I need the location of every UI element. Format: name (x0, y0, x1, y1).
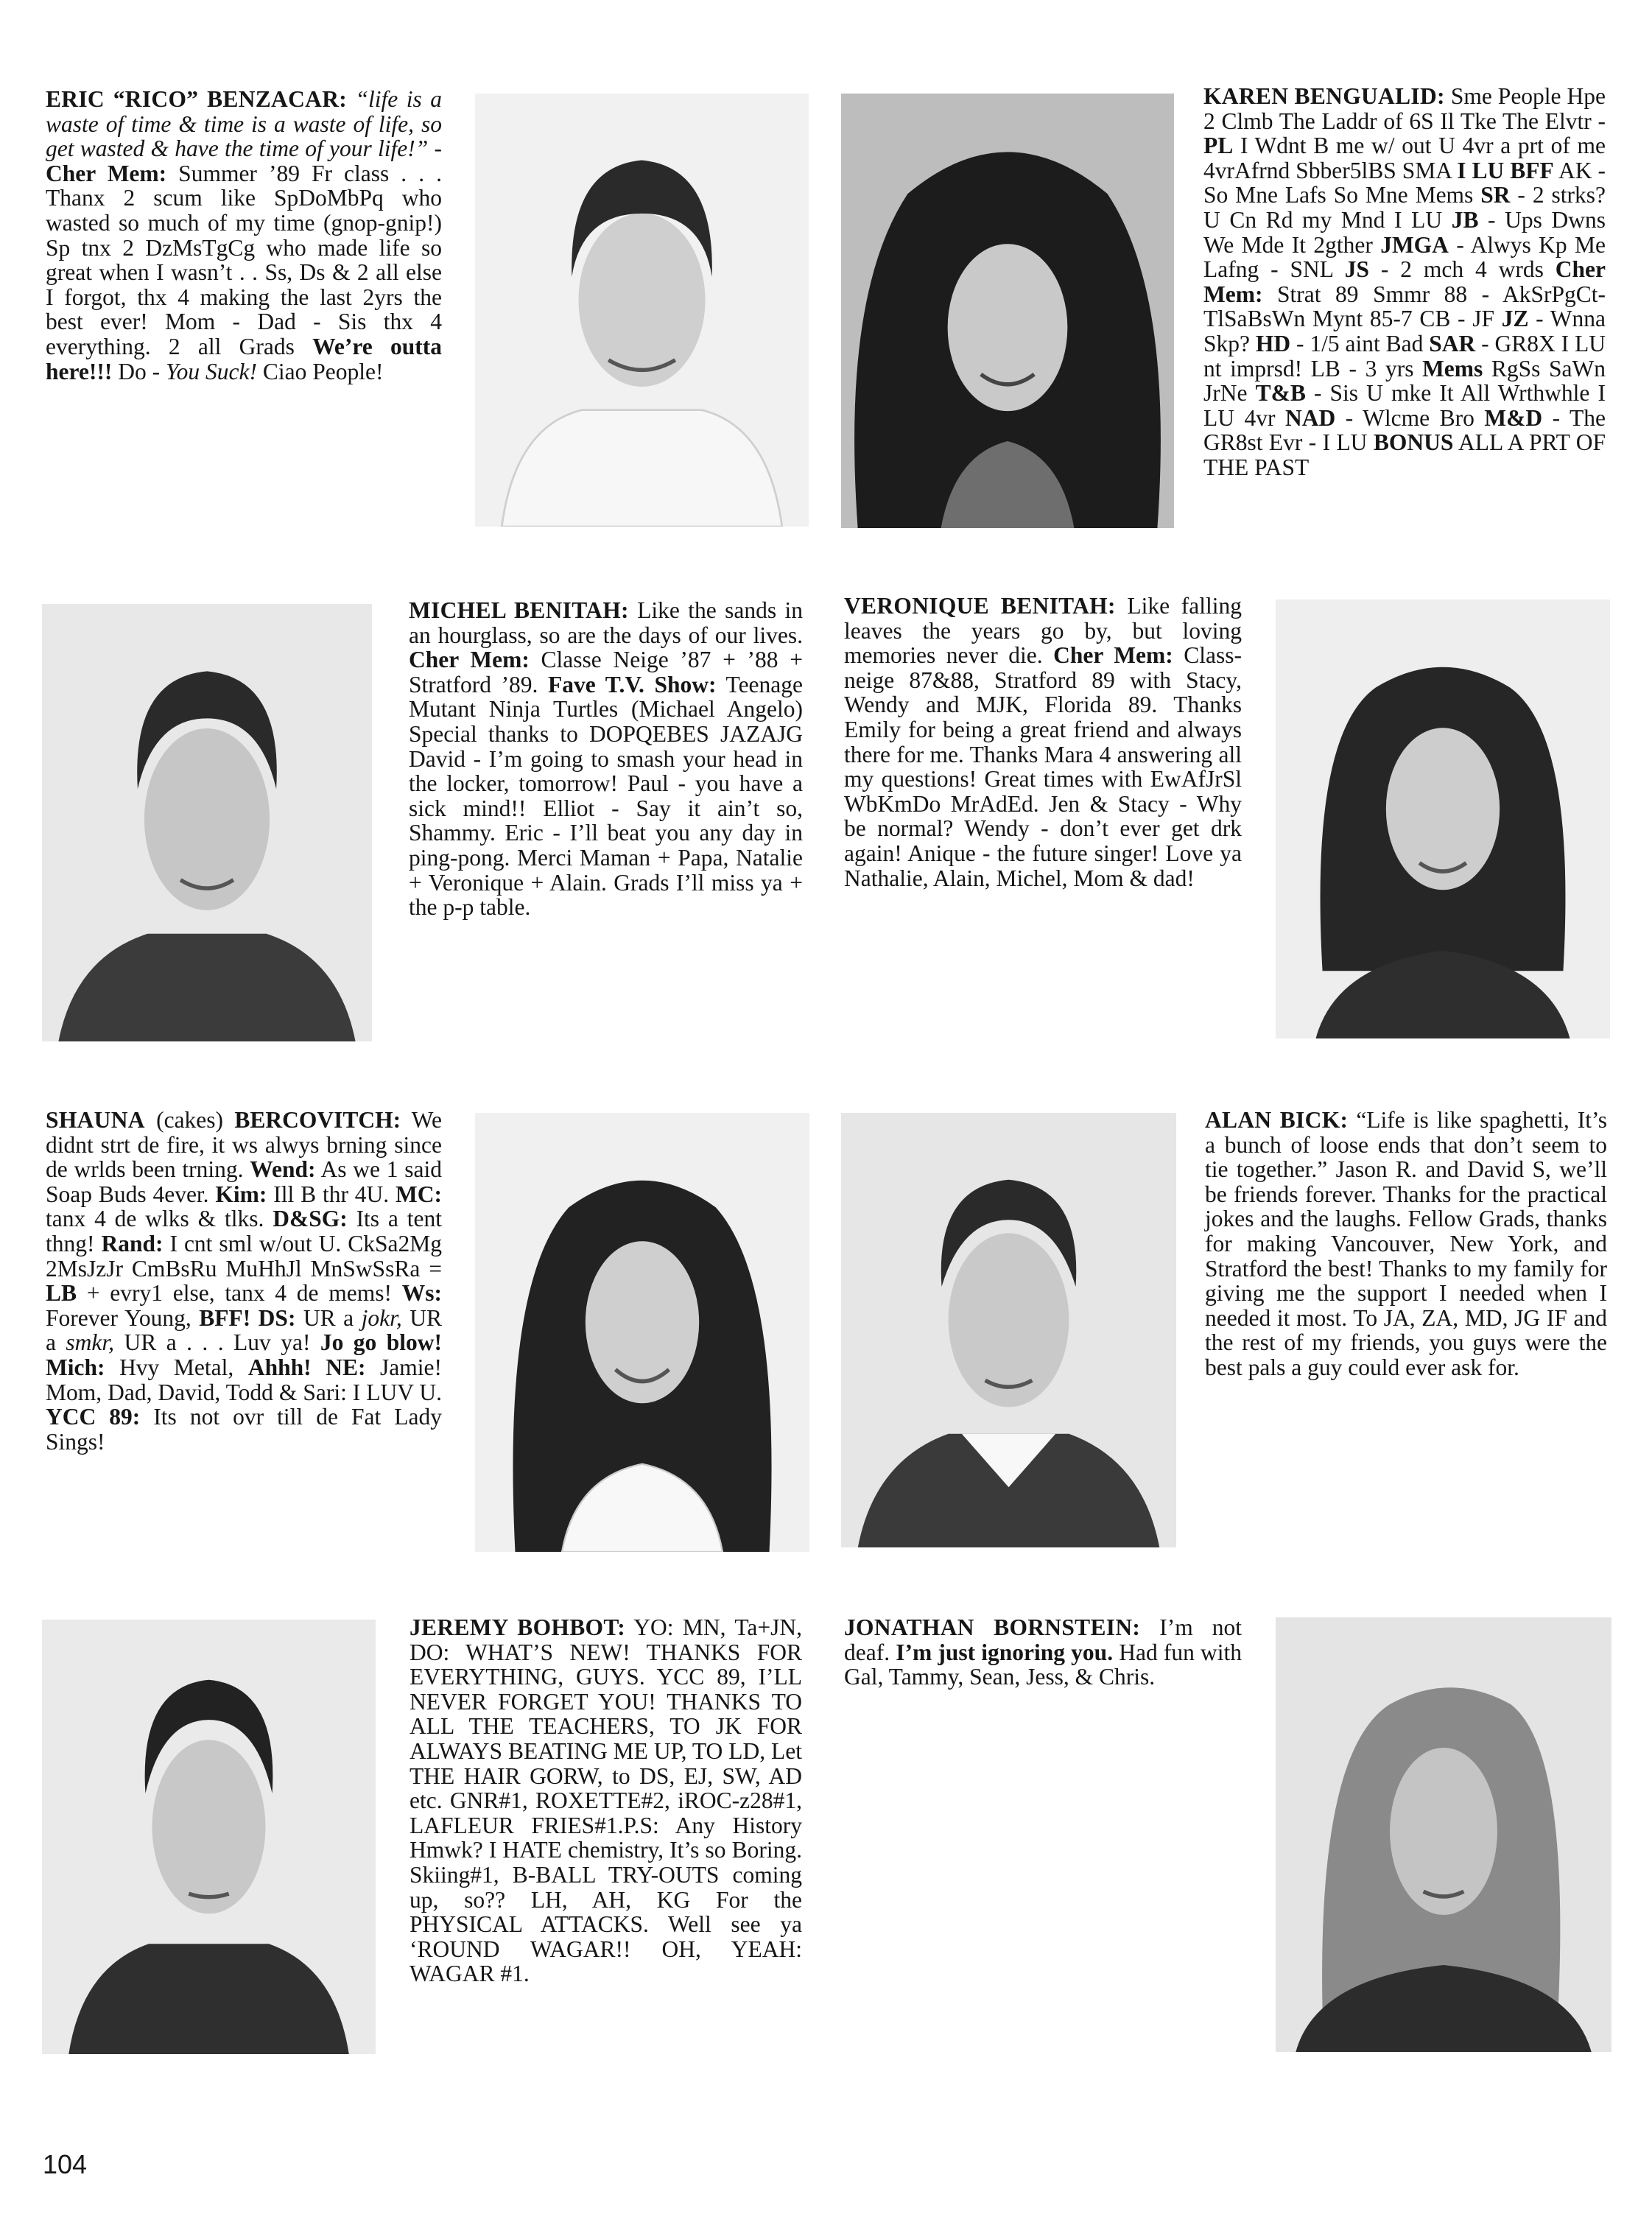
entry-text-segment: HD (1255, 330, 1291, 356)
entry-text-segment: Ahhh! NE: (247, 1354, 366, 1380)
entry-text-segment: Class-neige 87&88, Stratford 89 with Stacy, Wendy and MJK, Florida 89. Thanks Emily for being a great friend and always there for me. Thanks Mara 4 answering all my questions! Great times with EwAfJrSl WbKmDo MrAdEd. Jen & Stacy - Why be normal? Wendy - don’t ever get drk again! Anique - the future singer! Love ya Nathalie, Alain, Michel, Mom & dad! (844, 642, 1242, 891)
entry-text-segment: UR a (46, 1304, 442, 1356)
entry-text-segment: JB (1451, 206, 1479, 233)
student-name: ALAN BICK: (1205, 1107, 1349, 1133)
entry-text-segment: smkr, (66, 1329, 115, 1356)
student-name: SHAUNA (46, 1107, 145, 1133)
photo-karen-bengualid (841, 94, 1174, 528)
entry-text-segment: Summer ’89 Fr class . . . Thanx 2 scum like SpDoMbPq who wasted so much of my time (gnop-gnip!) Sp tnx 2 DzMsTgCg who made life so great when I wasn’t . . Ss, Ds & 2 all else I forgot, thx 4 making the last 2yrs the best ever! Mom - Dad - Sis thx 4 everything. 2 all Grads (46, 160, 442, 359)
entry-text-segment: Cher Mem: (46, 160, 167, 186)
student-entry-alan-bick (1205, 1108, 1607, 1380)
entry-text-segment: I’m not deaf. (844, 1614, 1242, 1665)
entry-text-segment: LB (46, 1280, 77, 1307)
entry-text-segment: + evry1 else, tanx 4 de mems! (77, 1280, 402, 1307)
student-entry-eric-benzacar (46, 87, 442, 384)
photo-jonathan-bornstein (1276, 1617, 1611, 2052)
student-entry-jonathan-bornstein (844, 1615, 1242, 1690)
entry-text-segment: Like falling leaves the years go by, but loving memories never die. (844, 593, 1242, 669)
entry-text-segment: Hvy Metal, (105, 1354, 248, 1380)
entry-text-segment: BONUS (1373, 429, 1454, 456)
entry-text-segment: YO: MN, Ta+JN, DO: WHAT’S NEW! THANKS FOR EVERYTHING, GUYS. YCC 89, I’LL NEVER FORGET YOU! THANKS TO ALL THE TEACHERS, TO JK FOR ALWAYS BEATING ME UP, TO LD, Let THE HAIR GORW, to DS, EJ, SW, AD etc. GNR#1, ROXETTE#2, iROC-z28#1, LAFLEUR FRIES#1.P.S: Any History Hmwk? I HATE chemistry, It’s so Boring. Skiing#1, B-BALL TRY-OUTS coming up, so?? LH, AH, KG For the PHYSICAL ATTACKS. Well see ya ‘ROUND WAGAR!! OH, YEAH: WAGAR #1. (410, 1614, 803, 1987)
entry-text-segment: Do - (112, 358, 166, 384)
entry-text-segment: Classe Neige ’87 + ’88 + Stratford ’89. (409, 647, 803, 697)
student-name: JONATHAN BORNSTEIN: (844, 1614, 1141, 1640)
entry-text-segment: Jo go blow! (320, 1329, 443, 1356)
entry-text-segment: BERCOVITCH: (234, 1107, 401, 1133)
entry-text-segment: SAR (1429, 330, 1476, 356)
entry-text-segment: Strat 89 Smmr 88 - AkSrPgCt-TlSaBsWn Mynt 85-7 CB - JF (1203, 281, 1606, 332)
student-name: KAREN BENGUALID: (1203, 83, 1445, 109)
photo-jeremy-bohbot (42, 1620, 376, 2054)
entry-text-segment: NAD (1284, 404, 1336, 431)
entry-text-segment: I cnt sml w/out U. CkSa2Mg 2MsJzJr CmBsRu MuHhJl MnSwSsRa = (46, 1230, 442, 1282)
entry-text-segment: “Life is like spaghetti, It’s a bunch of loose ends that don’t seem to tie together.” Jason R. and David S, we’ll be friends forever. Thanks for the practical jokes and the laughs. Fellow Grads, thanks for making Vancouver, New York, and Stratford the best! Thanks to my family for giving me the support I needed when I needed it most. To JA, ZA, MD, JG IF and the rest of my friends, you guys were the best pals a guy could ever ask for. (1205, 1107, 1607, 1380)
entry-text-segment: - GR8X I LU nt imprsd! LB - 3 yrs (1203, 330, 1606, 382)
entry-text-segment (347, 86, 355, 112)
entry-text-segment: Sme People Hpe 2 Clmb The Laddr of 6S Il Tke The Elvtr - (1203, 83, 1606, 134)
entry-text-segment: JMGA (1380, 231, 1449, 258)
entry-text-segment: Its a tent thng! (46, 1206, 442, 1256)
entry-text-segment: D&SG: (273, 1206, 348, 1232)
photo-eric-benzacar (475, 94, 809, 527)
entry-text-segment: I LU BFF (1457, 157, 1554, 183)
entry-text-segment: - (428, 136, 442, 162)
entry-text-segment: - Wlcme Bro (1335, 404, 1485, 431)
entry-text-segment: - 1/5 aint Bad (1290, 330, 1430, 356)
entry-text-segment: Had fun with Gal, Tammy, Sean, Jess, & Chris. (844, 1639, 1242, 1690)
entry-text-segment: - Sis U mke It All Wrthwhle I LU 4vr (1203, 380, 1606, 431)
entry-text-segment: You Suck! (166, 358, 257, 384)
page-number: 104 (43, 2149, 88, 2179)
student-entry-michel-benitah (409, 598, 803, 920)
entry-text-segment: Cher Mem: (1203, 256, 1606, 307)
entry-text-segment: Fave T.V. Show: (548, 671, 717, 697)
entry-text-segment: I’m just ignoring you. (896, 1639, 1114, 1665)
entry-text-segment: We’re outta here!!! (46, 333, 442, 384)
entry-text-segment: Rand: (101, 1230, 164, 1256)
student-name: ERIC “RICO” BENZACAR: (46, 86, 348, 112)
entry-text-segment: Ws: (401, 1280, 442, 1307)
entry-text-segment: Cher Mem: (409, 647, 530, 673)
entry-text-segment: Ciao People! (256, 358, 384, 384)
entry-text-segment: AK - So Mne Lafs So Mne Mems (1203, 157, 1606, 208)
entry-text-segment: Ill B thr 4U. (267, 1181, 396, 1207)
photo-veronique-benitah (1276, 600, 1610, 1038)
entry-text-segment: PL (1203, 133, 1234, 159)
student-entry-veronique-benitah (844, 594, 1242, 890)
entry-text-segment: MC: (396, 1181, 443, 1207)
entry-text-segment: (cakes) (144, 1107, 235, 1133)
photo-alan-bick (841, 1113, 1176, 1547)
entry-text-segment: - Wnna Skp? (1203, 306, 1606, 356)
entry-text-segment: - The GR8st Evr - I LU (1203, 404, 1606, 456)
student-entry-shauna-bercovitch (46, 1108, 442, 1454)
entry-text-segment: “life is a waste of time & time is a waste of life, so get wasted & have the time of your life!” (46, 86, 443, 162)
entry-text-segment: We didnt strt de fire, it ws alwys brning since de wrlds been trning. (46, 1107, 442, 1183)
entry-text-segment: Its not ovr till de Fat Lady Sings! (46, 1404, 442, 1455)
entry-text-segment: - 2 mch 4 wrds (1368, 256, 1556, 283)
entry-text-segment: M&D (1484, 404, 1543, 431)
entry-text-segment: T&B (1255, 380, 1306, 407)
entry-text-segment: - Alwys Kp Me Lafng - SNL (1203, 231, 1606, 283)
entry-text-segment: Mems (1422, 355, 1483, 382)
entry-text-segment: YCC 89: (46, 1404, 141, 1430)
entry-text-segment: BFF! DS: (199, 1304, 296, 1331)
entry-text-segment: Wend: (250, 1156, 316, 1183)
entry-text-segment: UR a . . . Luv ya! (114, 1329, 320, 1356)
student-name: MICHEL BENITAH: (409, 597, 629, 623)
student-name: VERONIQUE BENITAH: (844, 593, 1116, 619)
entry-text-segment: Jamie! Mom, Dad, David, Todd & Sari: I LUV U. (46, 1354, 442, 1405)
entry-text-segment: Cher Mem: (1053, 642, 1173, 669)
entry-text-segment: SR (1480, 182, 1511, 208)
entry-text-segment: Teenage Mutant Ninja Turtles (Michael Angelo) Special thanks to DOPQEBES JAZAJG David - I’m going to smash your head in the locker, tomorrow! Paul - you have a sick mind!! Elliot - Say it ain’t so, Shammy. Eric - I’ll beat you any day in ping-pong. Merci Maman + Papa, Natalie + Veronique + Alain. Grads I’ll miss ya + the p-p table. (409, 671, 804, 921)
entry-text-segment: JS (1344, 256, 1369, 283)
entry-text-segment: - 2 strks? U Cn Rd my Mnd I LU (1203, 182, 1606, 233)
student-entry-jeremy-bohbot (410, 1615, 802, 1986)
entry-text-segment: Forever Young, (46, 1304, 200, 1331)
entry-text-segment: - Ups Dwns We Mde It 2gther (1203, 206, 1606, 258)
entry-text-segment: Like the sands in an hourglass, so are the days of our lives. (409, 597, 803, 648)
photo-shauna-bercovitch (475, 1113, 809, 1552)
entry-text-segment: Mich: (46, 1354, 105, 1380)
entry-text-segment: Kim: (215, 1181, 267, 1207)
entry-text-segment: UR a (295, 1304, 362, 1331)
entry-text-segment: jokr, (361, 1304, 402, 1331)
entry-text-segment: I Wdnt B me w/ out U 4vr a prt of me 4vrAfrnd Sbber5lBS SMA (1203, 133, 1606, 183)
student-name: JEREMY BOHBOT: (410, 1614, 626, 1640)
photo-michel-benitah (42, 604, 372, 1041)
entry-text-segment: ALL A PRT OF THE PAST (1203, 429, 1606, 480)
entry-text-segment: tanx 4 de wlks & tlks. (46, 1206, 273, 1232)
entry-text-segment: RgSs SaWn JrNe (1203, 355, 1606, 407)
student-entry-karen-bengualid (1203, 84, 1606, 480)
entry-text-segment: As we 1 said Soap Buds 4ever. (46, 1156, 442, 1207)
entry-text-segment: JZ (1501, 306, 1529, 332)
